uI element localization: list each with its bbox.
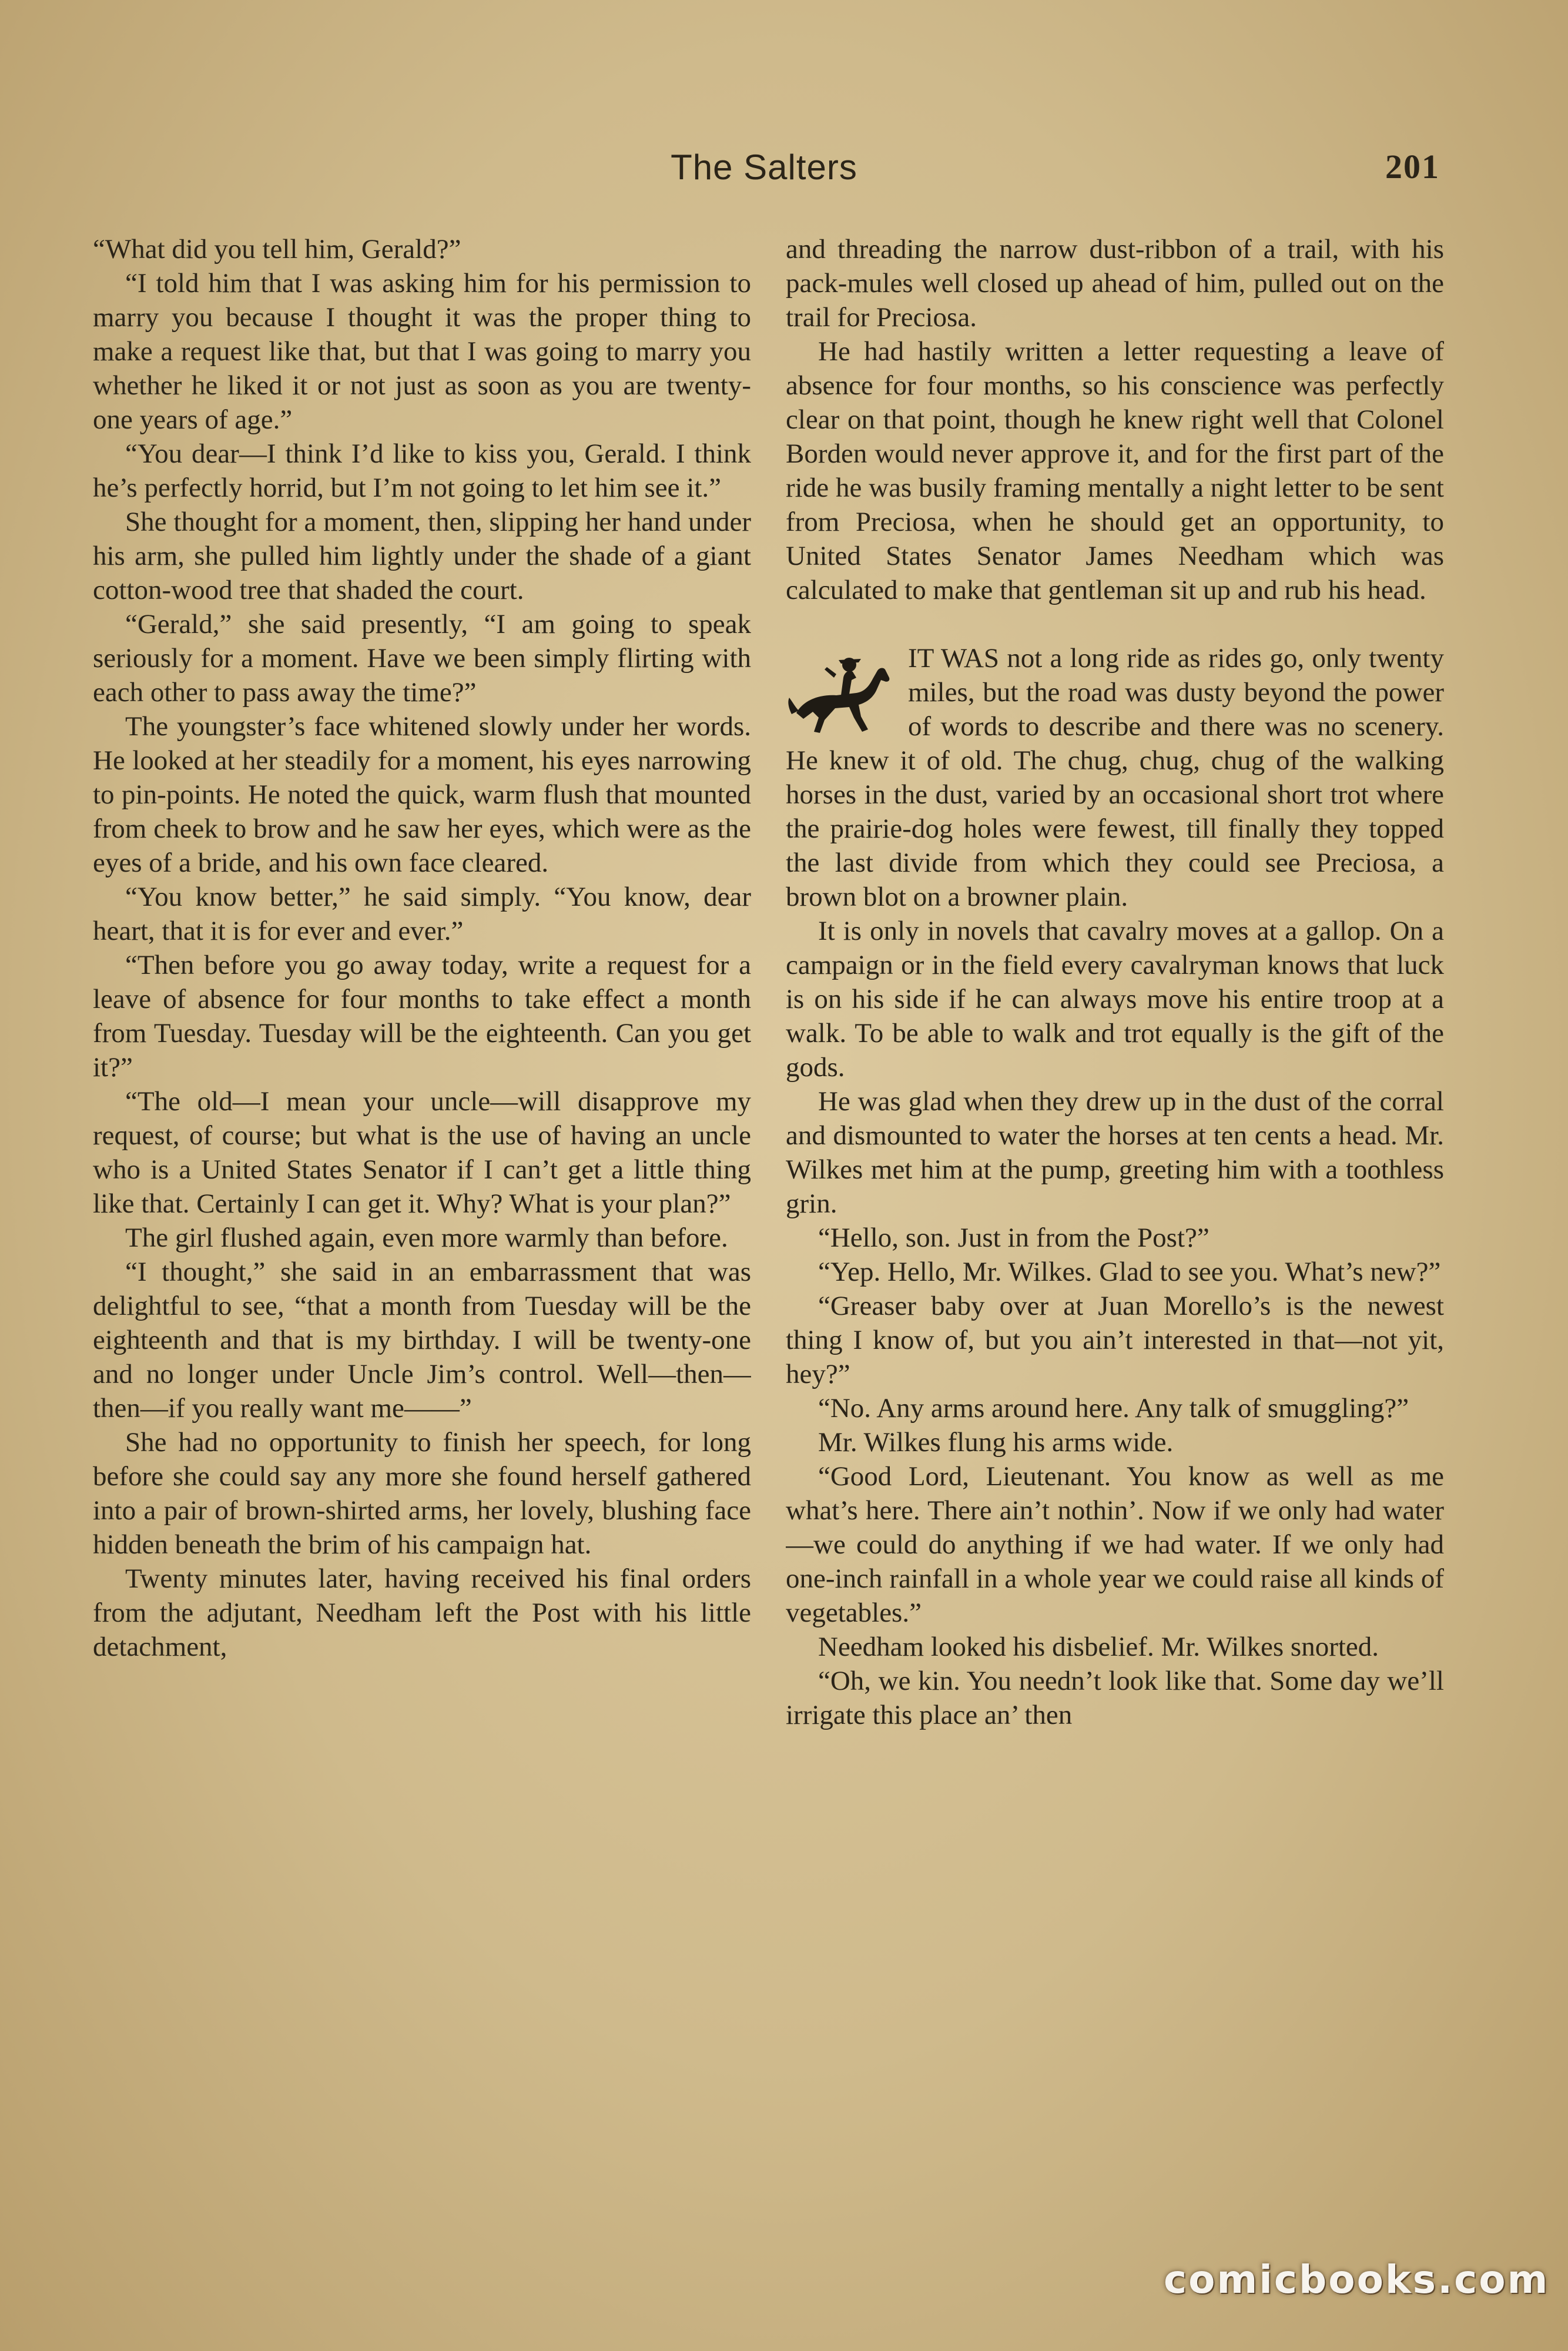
paragraph: “I thought,” she said in an embarrassment that was delightful to see, “that a month from Tuesday will be the eighteenth and that is my birthday. I will be twenty-one and no longer under Uncle Jim’s control. Well—then—then—if you really want me——” [93,1257,751,1424]
paragraph: Mr. Wilkes flung his arms wide. [818,1427,1174,1458]
paragraph: “Hello, son. Just in from the Post?” [818,1223,1209,1253]
paragraph: “What did you tell him, Gerald?” [93,234,461,264]
paragraph: She thought for a moment, then, slipping her hand under his arm, she pulled him lightly under the shade of a giant cotton-wood tree that shaded the court. [93,507,751,605]
paragraph: “Then before you go away today, write a request for a leave of absence for four months to take effect a month from Tuesday. Tuesday will be the eighteenth. Can you get it?” [93,950,751,1083]
section-spacer [786,607,1444,641]
paragraph: “Greaser baby over at Juan Morello’s is the newest thing I know of, but you ain’t interested in that—not yit, hey?” [786,1291,1444,1389]
paragraph: “Good Lord, Lieutenant. You know as well as me what’s here. There ain’t nothin’. Now if we only had water—we could do anything if we had water. If we only had one-inch rainfall in a whole year we could raise all kinds of vegetables.” [786,1461,1444,1628]
paragraph: The youngster’s face whitened slowly under her words. He looked at her steadily for a moment, his eyes narrowing to pin-points. He noted the quick, warm flush that mounted from cheek to brow and he saw her eyes, which were as the eyes of a bride, and his own face cleared. [93,711,751,878]
section-opening-paragraph [786,641,1444,914]
paragraph: The girl flushed again, even more warmly than before. [125,1223,728,1253]
paragraph: “Oh, we kin. You needn’t look like that. Some day we’ll irrigate this place an’ then [786,1666,1444,1730]
paragraph: “Yep. Hello, Mr. Wilkes. Glad to see you. What’s new?” [818,1257,1441,1287]
paragraph: “You know better,” he said simply. “You know, dear heart, that it is for ever and ever.” [93,882,751,946]
paragraph: “No. Any arms around here. Any talk of smuggling?” [818,1393,1409,1424]
paragraph: Twenty minutes later, having received his final orders from the adjutant, Needham left the Post with his little detachment, [93,1563,751,1662]
section-opening-text: not a long ride as rides go, only twenty miles, but the road was dusty beyond the power of words to describe and there was no scenery. He knew it of old. The chug, chug, chug of the walking horses in the dust, varied by an occasional short trot where the prairie-dog holes were fewest, till finally they topped the last divide from which they could see Preciosa, a brown blot on a browner plain. [786,643,1444,912]
paragraph: Needham looked his disbelief. Mr. Wilkes snorted. [818,1632,1379,1662]
paragraph: She had no opportunity to finish her speech, for long before she could say any more she found herself gathered into a pair of brown-shirted arms, her lovely, blushing face hidden beneath the brim of his campaign hat. [93,1427,751,1560]
section-opening-caps: IT WAS [908,643,1000,674]
page-number: 201 [1385,148,1440,186]
running-title: The Salters [671,148,857,187]
paragraph: It is only in novels that cavalry moves at a gallop. On a campaign or in the field every cavalryman knows that luck is on his side if he can always move his entire troop at a walk. To be able to walk and trot equally is the gift of the gods. [786,916,1444,1083]
paragraph: “I told him that I was asking him for his permission to marry you because I thought it was the proper thing to make a request like that, but that I was going to marry you whether he liked it or not just as soon as you are twenty-one years of age.” [93,268,751,435]
paragraph: He was glad when they drew up in the dust of the corral and dismounted to water the horses at ten cents a head. Mr. Wilkes met him at the pump, greeting him with a toothless grin. [786,1086,1444,1219]
page-header [88,147,1440,200]
horse-rider-icon [786,644,897,738]
paragraph: “Gerald,” she said presently, “I am going to speak seriously for a moment. Have we been simply flirting with each other to pass away the time?” [93,609,751,708]
paragraph: “You dear—I think I’d like to kiss you, Gerald. I think he’s perfectly horrid, but I’m not going to let him see it.” [93,438,751,503]
paragraph: and threading the narrow dust-ribbon of a trail, with his pack-mules well closed up ahead of him, pulled out on the trail for Preciosa. [786,234,1444,333]
paragraph: “The old—I mean your uncle—will disapprove my request, of course; but what is the use of having an uncle who is a United States Senator if I can’t get a little thing like that. Certainly I can get it. Why? What is your plan?” [93,1086,751,1219]
left-column [93,232,751,2189]
watermark: comicbooks.com [1164,2257,1550,2302]
right-column [786,232,1444,2189]
paragraph: He had hastily written a letter requesting a leave of absence for four months, so his conscience was perfectly clear on that point, though he knew right well that Colonel Borden would never approve it, and for the first part of the ride he was busily framing mentally a night letter to be sent from Preciosa, when he should get an opportunity, to United States Senator James Needham which was calculated to make that gentleman sit up and rub his head. [786,336,1444,605]
